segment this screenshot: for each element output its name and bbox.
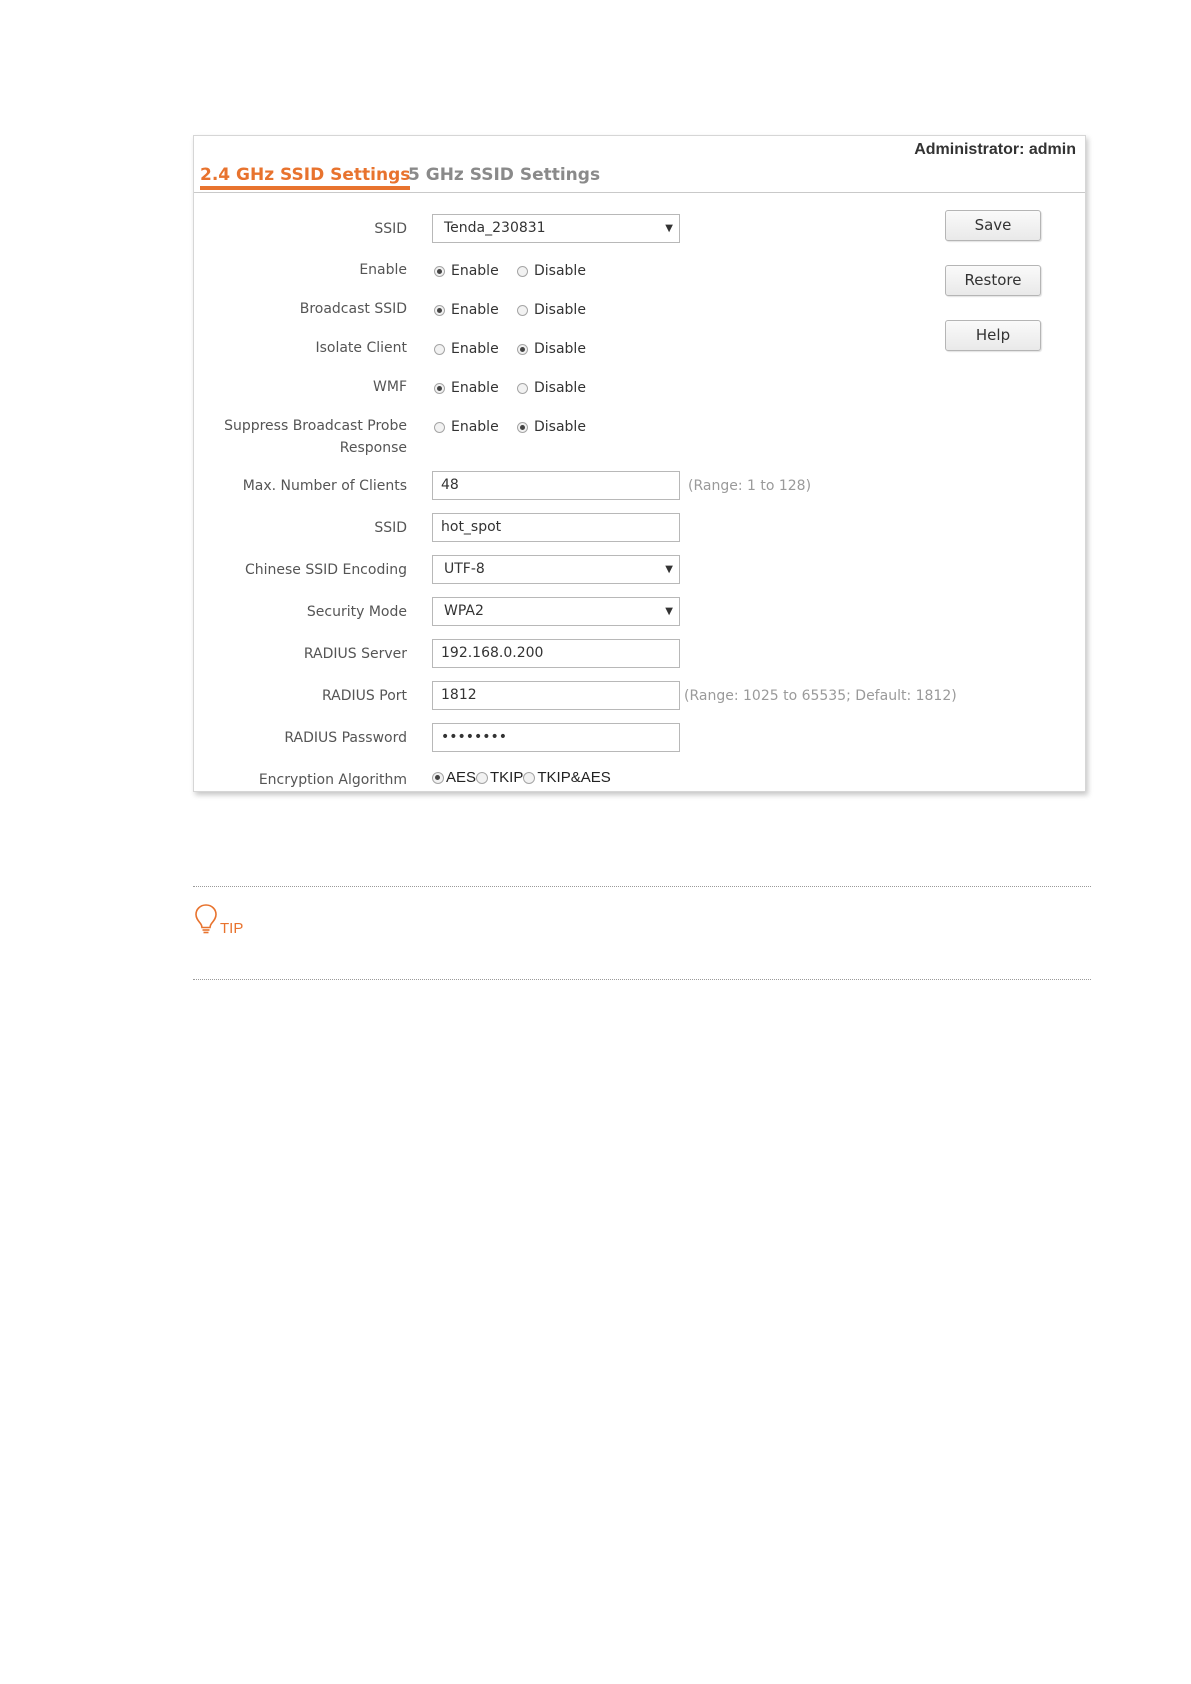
divider-bottom bbox=[193, 979, 1091, 980]
radio-checked-icon bbox=[517, 344, 528, 355]
radio-unchecked-icon bbox=[476, 772, 488, 784]
max-clients-hint: (Range: 1 to 128) bbox=[688, 478, 812, 494]
radio-checked-icon bbox=[517, 422, 528, 433]
radio-label: Enable bbox=[451, 302, 499, 318]
ssid-select-value: Tenda_230831 bbox=[444, 220, 546, 236]
radio-label: Disable bbox=[534, 380, 586, 396]
divider-top bbox=[193, 886, 1091, 887]
wmf-radio-enable[interactable] bbox=[434, 380, 499, 396]
broadcast-ssid-radio-enable[interactable] bbox=[434, 302, 499, 318]
encryption-radio-tkip[interactable] bbox=[476, 769, 523, 786]
radius-server-label: RADIUS Server bbox=[303, 646, 407, 662]
security-mode-value: WPA2 bbox=[444, 603, 484, 619]
max-clients-label: Max. Number of Clients bbox=[242, 478, 407, 494]
radius-port-hint: (Range: 1025 to 65535; Default: 1812) bbox=[684, 688, 957, 704]
chevron-down-icon: ▼ bbox=[665, 223, 673, 234]
suppress-probe-radio-enable[interactable] bbox=[434, 419, 499, 435]
radio-checked-icon bbox=[434, 266, 445, 277]
radio-unchecked-icon bbox=[434, 344, 445, 355]
tab-5ghz-ssid-settings[interactable]: 5 GHz SSID Settings bbox=[408, 165, 601, 185]
restore-button[interactable]: Restore bbox=[945, 265, 1041, 296]
enable-label: Enable bbox=[359, 262, 407, 278]
radio-checked-icon bbox=[432, 772, 444, 784]
suppress-probe-label-line2: Response bbox=[339, 440, 407, 456]
radius-server-input[interactable]: 192.168.0.200 bbox=[432, 639, 680, 668]
broadcast-ssid-label: Broadcast SSID bbox=[299, 301, 407, 317]
radio-label: TKIP bbox=[490, 769, 524, 786]
radius-port-input[interactable]: 1812 bbox=[432, 681, 680, 710]
ssid-name-label: SSID bbox=[374, 520, 407, 536]
radio-label: Disable bbox=[534, 263, 586, 279]
radio-label: Disable bbox=[534, 419, 586, 435]
radius-password-input[interactable]: •••••••• bbox=[432, 723, 680, 752]
tab-2-4ghz-ssid-settings[interactable]: 2.4 GHz SSID Settings bbox=[200, 162, 410, 190]
suppress-probe-label bbox=[224, 415, 407, 459]
max-clients-input[interactable]: 48 bbox=[432, 471, 680, 500]
chevron-down-icon: ▼ bbox=[665, 564, 673, 575]
security-mode-label: Security Mode bbox=[306, 604, 407, 620]
chinese-encoding-label: Chinese SSID Encoding bbox=[244, 562, 407, 578]
broadcast-ssid-radio-disable[interactable] bbox=[517, 302, 586, 318]
enable-radio-disable[interactable] bbox=[517, 263, 586, 279]
tip-label: TIP bbox=[220, 920, 244, 937]
isolate-client-radio-enable[interactable] bbox=[434, 341, 499, 357]
radio-label: Disable bbox=[534, 341, 586, 357]
encryption-radio-tkip-aes[interactable] bbox=[523, 769, 610, 786]
save-button[interactable]: Save bbox=[945, 210, 1041, 241]
chinese-encoding-select[interactable] bbox=[432, 555, 680, 584]
radio-label: TKIP&AES bbox=[537, 769, 611, 786]
radius-port-label: RADIUS Port bbox=[322, 688, 407, 704]
encryption-radio-aes[interactable] bbox=[432, 769, 476, 786]
radio-checked-icon bbox=[434, 305, 445, 316]
radio-label: Enable bbox=[451, 263, 499, 279]
isolate-client-label: Isolate Client bbox=[315, 340, 407, 356]
chinese-encoding-value: UTF-8 bbox=[444, 561, 485, 577]
ssid-settings-panel bbox=[193, 135, 1086, 792]
wmf-label: WMF bbox=[373, 379, 407, 395]
radio-unchecked-icon bbox=[517, 266, 528, 277]
tab-bar bbox=[194, 162, 1085, 193]
radio-unchecked-icon bbox=[434, 422, 445, 433]
security-mode-select[interactable] bbox=[432, 597, 680, 626]
lightbulb-icon bbox=[194, 903, 218, 939]
radio-label: Enable bbox=[451, 380, 499, 396]
tip-block bbox=[194, 903, 243, 939]
wmf-radio-disable[interactable] bbox=[517, 380, 586, 396]
radio-label: AES bbox=[446, 769, 477, 786]
ssid-name-input[interactable]: hot_spot bbox=[432, 513, 680, 542]
suppress-probe-label-line1: Suppress Broadcast Probe bbox=[224, 418, 407, 434]
enable-radio-enable[interactable] bbox=[434, 263, 499, 279]
radio-unchecked-icon bbox=[517, 383, 528, 394]
encryption-radio-group bbox=[432, 769, 611, 786]
isolate-client-radio-disable[interactable] bbox=[517, 341, 586, 357]
radio-label: Enable bbox=[451, 341, 499, 357]
suppress-probe-radio-disable[interactable] bbox=[517, 419, 586, 435]
help-button[interactable]: Help bbox=[945, 320, 1041, 351]
administrator-label: Administrator: admin bbox=[914, 141, 1076, 158]
radius-password-label: RADIUS Password bbox=[284, 730, 407, 746]
radio-unchecked-icon bbox=[517, 305, 528, 316]
radio-unchecked-icon bbox=[523, 772, 535, 784]
radio-label: Disable bbox=[534, 302, 586, 318]
ssid-select[interactable] bbox=[432, 214, 680, 243]
radio-label: Enable bbox=[451, 419, 499, 435]
chevron-down-icon: ▼ bbox=[665, 606, 673, 617]
radio-checked-icon bbox=[434, 383, 445, 394]
encryption-label: Encryption Algorithm bbox=[258, 772, 407, 788]
ssid-select-label: SSID bbox=[374, 221, 407, 237]
